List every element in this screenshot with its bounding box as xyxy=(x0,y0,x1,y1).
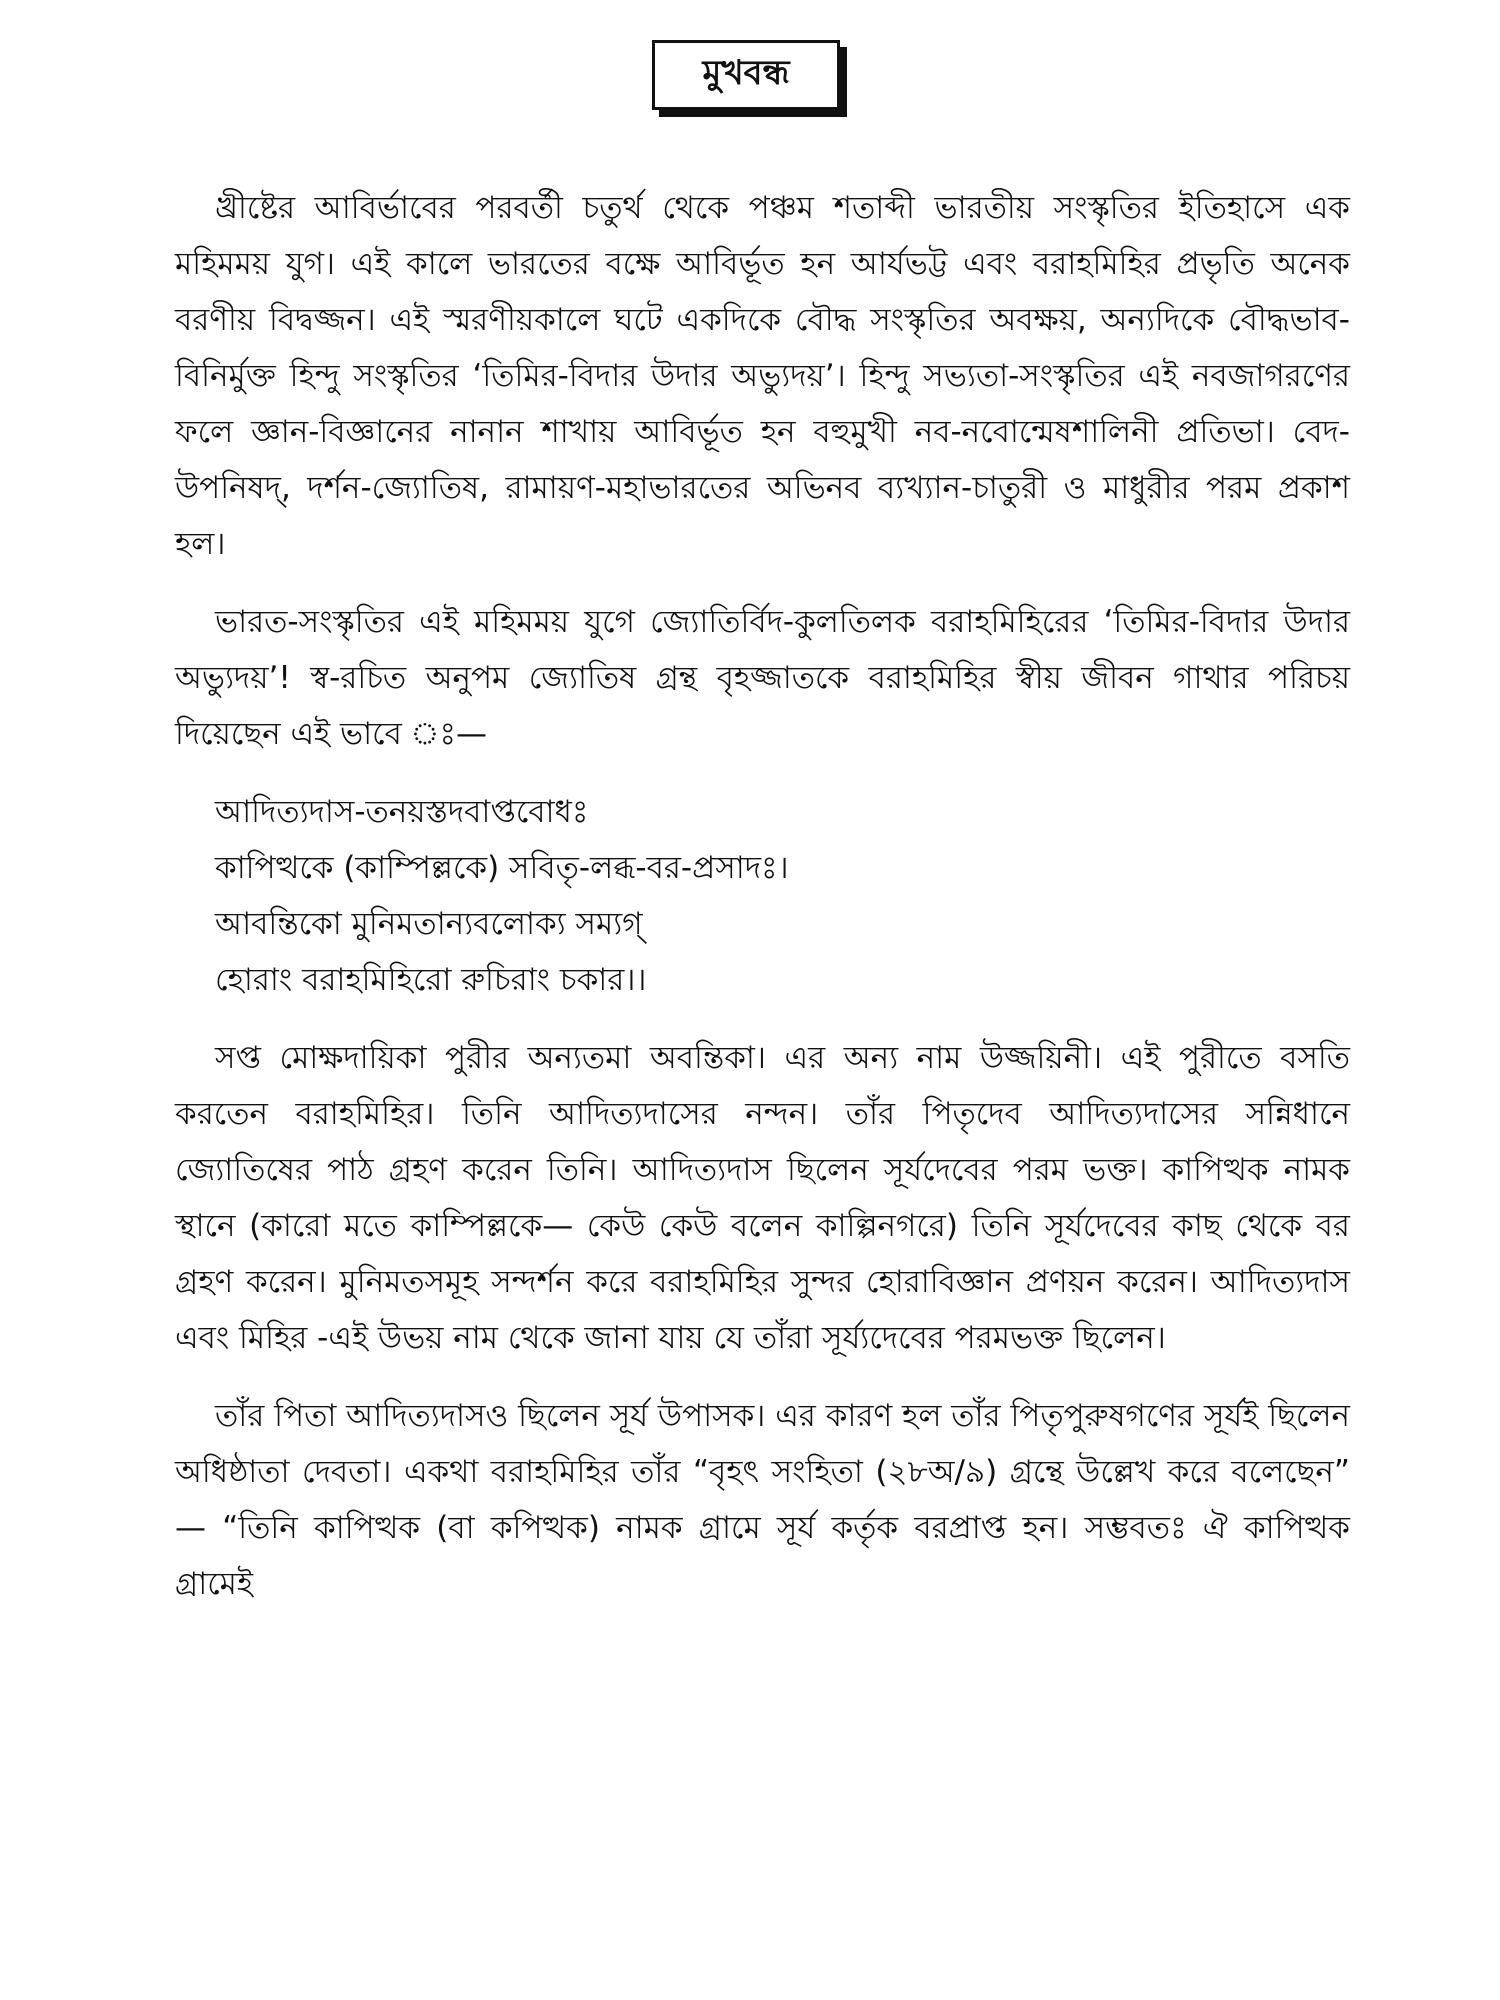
body-text xyxy=(175,180,1350,1634)
paragraph-varahamihira-era: ভারত-সংস্কৃতির এই মহিমময় যুগে জ্যোতির্বিদ-কুলতিলক বরাহমিহিরের ‘তিমির-বিদার উদার অভ্যুদয়’! স্ব-রচিত অনুপম জ্যোতিষ গ্রন্থ বৃহজ্জাতকে বরাহমিহির স্বীয় জীবন গাথার পরিচয় দিয়েছেন এই ভাবে ঃ— xyxy=(175,604,1350,752)
chapter-title-box xyxy=(652,40,840,110)
sanskrit-verse xyxy=(215,784,1350,1008)
verse-line: আবন্তিকো মুনিমতান্যবলোক্য সম্যগ্ xyxy=(215,906,643,942)
verse-line: হোরাং বরাহমিহিরো রুচিরাং চকার।। xyxy=(215,962,647,998)
paragraph-avantika: সপ্ত মোক্ষদায়িকা পুরীর অন্যতমা অবন্তিকা। এর অন্য নাম উজ্জয়িনী। এই পুরীতে বসতি করতেন বরাহমিহির। তিনি আদিত্যদাসের নন্দন। তাঁর পিতৃদেব আদিত্যদাসের সন্নিধানে জ্যোতিষের পাঠ গ্রহণ করেন তিনি। আদিত্যদাস ছিলেন সূর্যদেবের পরম ভক্ত। কাপিত্থক নামক স্থানে (কারো মতে কাম্পিল্লকে— কেউ কেউ বলেন কাল্পিনগরে) তিনি সূর্যদেবের কাছ থেকে বর গ্রহণ করেন। মুনিমতসমূহ সন্দর্শন করে বরাহমিহির সুন্দর হোরাবিজ্ঞান প্রণয়ন করেন। আদিত্যদাস এবং মিহির -এই উভয় নাম থেকে জানা যায় যে তাঁরা সূর্য্যদেবের পরমভক্ত ছিলেন। xyxy=(175,1040,1350,1356)
paragraph-intro: খ্রীষ্টের আবির্ভাবের পরবর্তী চতুর্থ থেকে পঞ্চম শতাব্দী ভারতীয় সংস্কৃতির ইতিহাসে এক মহিমময় যুগ। এই কালে ভারতের বক্ষে আবির্ভূত হন আর্যভট্ট এবং বরাহমিহির প্রভৃতি অনেক বরণীয় বিদ্বজ্জন। এই স্মরণীয়কালে ঘটে একদিকে বৌদ্ধ সংস্কৃতির অবক্ষয়, অন্যদিকে বৌদ্ধভাব-বিনির্মুক্ত হিন্দু সংস্কৃতির ‘তিমির-বিদার উদার অভ্যুদয়’। হিন্দু সভ্যতা-সংস্কৃতির এই নবজাগরণের ফলে জ্ঞান-বিজ্ঞানের নানান শাখায় আবির্ভূত হন বহুমুখী নব-নবোন্মেষশালিনী প্রতিভা। বেদ-উপনিষদ্, দর্শন-জ্যোতিষ, রামায়ণ-মহাভারতের অভিনব ব্যখ্যান-চাতুরী ও মাধুরীর পরম প্রকাশ হল। xyxy=(175,190,1350,562)
verse-line: আদিত্যদাস-তনয়স্তদবাপ্তবোধঃ xyxy=(215,794,589,830)
verse-line: কাপিত্থকে (কাম্পিল্লকে) সবিতৃ-লব্ধ-বর-প্রসাদঃ। xyxy=(215,850,789,886)
chapter-title: মুখবন্ধ xyxy=(702,52,790,93)
paragraph-father: তাঁর পিতা আদিত্যদাসও ছিলেন সূর্য উপাসক। এর কারণ হল তাঁর পিতৃপুরুষগণের সূর্যই ছিলেন অধিষ্ঠাতা দেবতা। একথা বরাহমিহির তাঁর “বৃহৎ সংহিতা (২৮অ/৯) গ্রন্থে উল্লেখ করে বলেছেন” — “তিনি কাপিত্থক (বা কপিত্থক) নামক গ্রামে সূর্য কর্তৃক বরপ্রাপ্ত হন। সম্ভবতঃ ঐ কাপিত্থক গ্রামেই xyxy=(175,1398,1350,1602)
